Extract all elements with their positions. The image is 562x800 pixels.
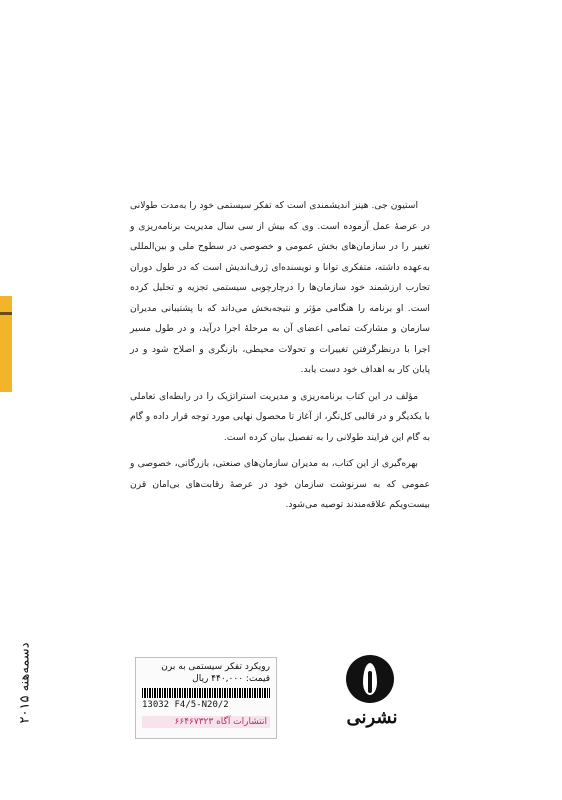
sticker-code: 13032 F4/5-N20/2	[142, 700, 229, 710]
spine-tab-rule	[0, 312, 12, 315]
barcode-icon	[142, 688, 270, 698]
blurb-paragraph-3: بهره‌گیری از این کتاب، به مدیران سازمان‌های صنعتی، بازرگانی، خصوصی و عمومی که به سرنوشت سازمان خود در عرصهٔ رقابت‌های بی‌امان قرن بیست‌ویکم علاقه‌مندند توصیه می‌شود.	[130, 458, 430, 510]
handwritten-signature: دسمه‌هنه‌ ۲۰۱۵	[17, 642, 33, 724]
publisher-name: نشرنی	[346, 707, 398, 728]
blurb-paragraph-2: مؤلف در این کتاب برنامه‌ریزی و مدیریت استراتژیک را در رابطه‌ای تعاملی با یکدیگر و در قالبی کل‌نگر، از آغاز تا محصول نهایی مورد توجه قرار داده و گام به گام این فرایند طولانی را به تفصیل بیان کرده است.	[129, 390, 430, 443]
price-sticker	[135, 657, 277, 739]
sticker-price: قیمت: ۴۴۰,۰۰۰ ریال	[192, 674, 270, 684]
sticker-store: انتشارات آگاه ۶۶۴۶۷۳۲۳	[142, 716, 270, 728]
blurb-paragraph-1: استیون جی. هینز اندیشمندی است که تفکر سیستمی خود را به‌مدت طولانی در عرصهٔ عمل آزموده است. وی که بیش از سی سال مدیریت برنامه‌ریزی و تغییر را در سازمان‌های بخش عمومی و خصوصی در سطوح ملی و بین‌المللی به‌عهده داشته، متفکری توانا و نویسنده‌ای ژرف‌اندیش است که در طول دوران تجارب ارزشمند خود سازمان‌ها را درچارچوبی سیستمی تجزیه و تحلیل کرده است. او برنامه را هنگامی مؤثر و نتیجه‌بخش می‌داند که با پشتیبانی مدیران سازمان و مشارکت تمامی اعضای آن به مرحلهٔ اجرا درآید، و در طول مسیر اجرا با درنظرگرفتن تغییرات و تحولات محیطی، بازنگری و اصلاح شود و در پایان کار به اهداف خود دست یابد.	[130, 200, 430, 375]
leaf-in-circle-icon	[346, 655, 394, 703]
spine-color-tab	[0, 296, 12, 392]
blurb-text	[130, 196, 430, 522]
leaf-stem	[368, 671, 372, 693]
sticker-title: رویکرد تفکر سیستمی به برن	[161, 662, 270, 672]
